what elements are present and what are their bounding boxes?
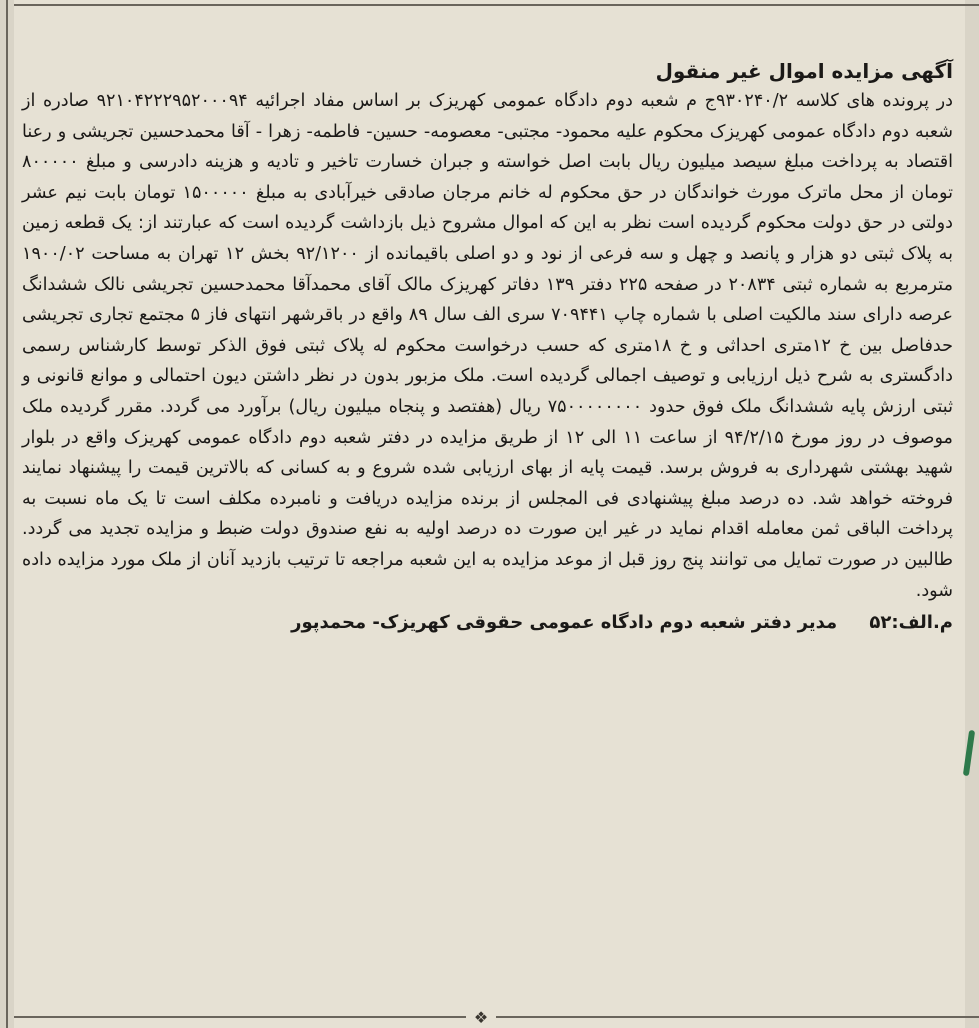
column-divider xyxy=(6,0,8,1028)
notice-body: در پرونده های کلاسه ۹۳۰۲۴۰/۲ج م شعبه دوم دادگاه عمومی کهریزک بر اساس مفاد اجرائیه ۹۲۱۰۴۲۲۲۹۵۲۰۰۰۹۴ صادره از شعبه دوم دادگاه عمومی کهریزک محکوم علیه محمود- مجتبی- معصومه- حسین- فاطمه- زهرا - آقا محمدحسین تجریشی و رعنا اقتصاد به پرداخت مبلغ سیصد میلیون ریال بابت اصل خواسته و جبران خسارت تاخیر و تادیه و هزینه دادرسی و مبلغ ۸۰۰۰۰۰ تومان از محل ماترک مورث خواندگان در حق محکوم له خانم مرجان صادقی خیرآبادی به مبلغ ۱۵۰۰۰۰۰ تومان بابت نیم عشر دولتی در حق دولت محکوم گردیده است نظر به این که اموال مشروح ذیل بازداشت گردیده است که عبارتند از: یک قطعه زمین به پلاک ثبتی دو هزار و پانصد و چهل و سه فرعی از نود و دو اصلی باقیمانده از ۹۲/۱۲۰۰ بخش ۱۲ تهران به مساحت ۱۹۰۰/۰۲ مترمربع به شماره ثبتی ۲۰۸۳۴ در صفحه ۲۲۵ دفتر ۱۳۹ دفاتر کهریزک مالک آقای محمدآقا محمدحسین تجریشی نالک ششدانگ عرصه دارای سند مالکیت اصلی با شماره چاپ ۷۰۹۴۴۱ سری الف سال ۸۹ واقع در باقرشهر انتهای فاز ۵ مجتمع تجاری تجریشی حدفاصل بین خ ۱۲متری احداثی و خ ۱۸متری که حسب درخواست محکوم له پلاک ثبتی فوق الذکر توسط کارشناس رسمی دادگستری به شرح ذیل ارزیابی و توصیف اجمالی گردیده است. ملک مزبور بدون در نظر داشتن دیون احتمالی و موانع قانونی و ثبتی ارزش پایه ششدانگ ملک فوق حدود ۷۵۰۰۰۰۰۰۰۰ ریال (هفتصد و پنجاه میلیون ریال) برآورد می گردد. مقرر گردیده ملک موصوف در روز مورخ ۹۴/۲/۱۵ از ساعت ۱۱ الی ۱۲ از طریق مزایده در دفتر شعبه دوم دادگاه عمومی کهریزک واقع در بلوار شهید بهشتی شهرداری به فروش برسد. قیمت پایه از بهای ارزیابی شده شروع و به کسانی که بالاترین قیمت را پیشنهاد نمایند فروخته خواهد شد. ده درصد مبلغ پیشنهادی فی المجلس از برنده مزایده دریافت و نامبرده مکلف است تا یک ماه نسبت به پرداخت الباقی ثمن معامله اقدام نماید در غیر این صورت ده درصد اولیه به نفع صندوق دولت ضبط و مزایده تجدید می گردد. طالبین در صورت تمایل می توانند پنج روز قبل از موعد مزایده به این شعبه مراجعه تا ترتیب بازدید آنان از ملک مورد مزایده داده شود. xyxy=(22,91,954,601)
bottom-divider xyxy=(14,1016,979,1018)
divider-ornament-icon: ❖ xyxy=(466,1008,496,1028)
top-divider xyxy=(14,4,979,6)
notice-signature: مدیر دفتر شعبه دوم دادگاه عمومی حقوقی کهریزک- محمدپور xyxy=(291,612,838,634)
notice-reference-code: م.الف:۵۲ xyxy=(869,612,953,634)
notice-footer xyxy=(22,608,953,638)
notice-title: آگهی مزایده اموال غیر منقول xyxy=(655,59,953,83)
auction-notice xyxy=(22,56,953,638)
